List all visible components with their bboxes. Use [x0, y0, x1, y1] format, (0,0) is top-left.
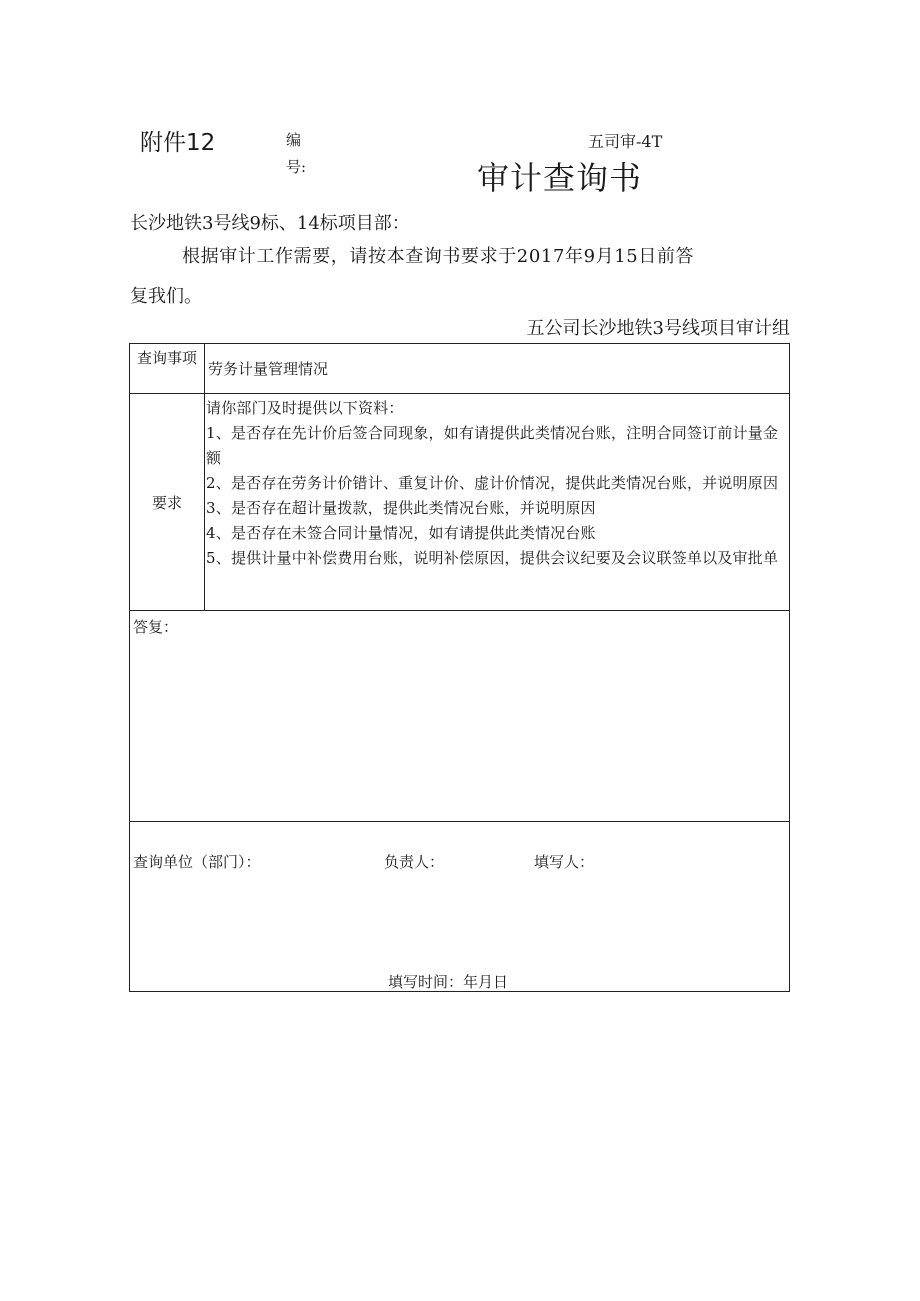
query-department-label: 查询单位（部门）： — [133, 853, 261, 871]
query-item-value: 劳务计量管理情况 — [208, 360, 329, 378]
number-label: 编 — [286, 131, 302, 149]
reply-label: 答复： — [133, 618, 179, 636]
fill-time-label: 填写时间：年月日 — [388, 973, 509, 991]
requirement-label: 要求 — [151, 494, 182, 512]
filler-label: 填写人： — [534, 853, 595, 871]
requirement-line: 4、是否存在未签合同计量情况，如有请提供此类情况台账 — [206, 524, 596, 542]
query-table — [129, 343, 790, 992]
requirement-line: 3、是否存在超计量拨款，提供此类情况台账，并说明原因 — [206, 499, 596, 517]
column-divider — [204, 344, 205, 610]
row-divider — [130, 610, 789, 611]
letter-signature: 五公司长沙地铁3号线项目审计组 — [526, 318, 790, 339]
attachment-label: 附件12 — [140, 130, 216, 156]
query-item-label: 查询事项 — [136, 349, 197, 367]
requirement-line: 5、提供计量中补偿费用台账，说明补偿原因，提供会议纪要及会议联签单以及审批单 — [206, 549, 779, 567]
responsible-person-label: 负责人： — [384, 853, 445, 871]
requirement-line: 2、是否存在劳务计价错计、重复计价、虚计价情况，提供此类情况台账，并说明原因 — [206, 474, 779, 492]
requirement-line: 请你部门及时提供以下资料： — [206, 399, 404, 417]
letter-body-line-1: 根据审计工作需要，请按本查询书要求于2017年9月15日前答 — [182, 246, 695, 267]
addressee: 长沙地铁3号线9标、14标项目部： — [130, 213, 410, 234]
number-label-colon: 号: — [286, 158, 307, 176]
row-divider — [130, 821, 789, 822]
row-divider — [130, 393, 789, 394]
document-title: 审计查询书 — [477, 159, 643, 197]
requirement-list — [206, 396, 786, 610]
document-code: 五司审-4T — [588, 132, 663, 151]
letter-body-line-2: 复我们。 — [130, 286, 202, 307]
requirement-line: 1、是否存在先计价后签合同现象，如有请提供此类情况台账，注明合同签订前计量金额 — [206, 424, 779, 467]
